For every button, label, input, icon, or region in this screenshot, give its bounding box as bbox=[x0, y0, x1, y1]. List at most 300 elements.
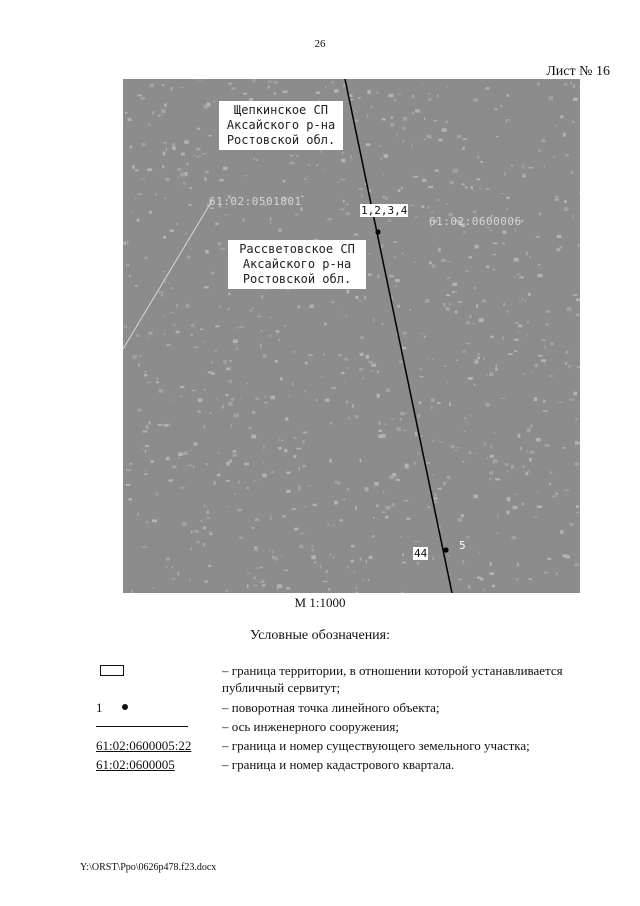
texture-speck bbox=[192, 390, 195, 391]
texture-speck bbox=[396, 133, 397, 137]
texture-speck bbox=[215, 223, 218, 225]
texture-speck bbox=[413, 176, 418, 178]
texture-speck bbox=[529, 458, 532, 462]
texture-speck bbox=[574, 563, 579, 566]
texture-speck bbox=[225, 394, 228, 396]
texture-speck bbox=[130, 146, 132, 149]
texture-speck bbox=[536, 236, 540, 237]
texture-speck bbox=[282, 515, 285, 517]
texture-speck bbox=[253, 481, 257, 482]
texture-speck bbox=[508, 353, 513, 355]
texture-speck bbox=[426, 462, 430, 463]
legend-text: – ось инженерного сооружения; bbox=[222, 719, 399, 734]
texture-speck bbox=[544, 165, 546, 168]
texture-speck bbox=[228, 83, 232, 85]
texture-speck bbox=[501, 193, 504, 194]
texture-speck bbox=[515, 228, 516, 232]
texture-speck bbox=[456, 360, 458, 361]
texture-speck bbox=[146, 521, 148, 524]
legend-symbol bbox=[96, 662, 206, 680]
texture-speck bbox=[493, 254, 496, 255]
texture-speck bbox=[392, 473, 396, 477]
texture-speck bbox=[158, 115, 160, 117]
texture-speck bbox=[402, 562, 406, 564]
texture-speck bbox=[395, 479, 400, 481]
texture-speck bbox=[576, 299, 580, 302]
texture-speck bbox=[479, 318, 484, 322]
texture-speck bbox=[526, 472, 529, 476]
texture-speck bbox=[422, 83, 423, 85]
texture-speck bbox=[228, 402, 233, 406]
texture-speck bbox=[554, 125, 556, 126]
texture-speck bbox=[165, 198, 166, 199]
texture-speck bbox=[343, 499, 345, 500]
map-panel[interactable] bbox=[123, 79, 580, 593]
texture-speck bbox=[131, 212, 133, 213]
texture-speck bbox=[268, 86, 270, 89]
texture-speck bbox=[124, 241, 126, 245]
quarter-code: 61:02:0600005 bbox=[96, 757, 175, 772]
texture-speck bbox=[359, 188, 363, 190]
texture-speck bbox=[405, 465, 409, 468]
texture-speck bbox=[470, 415, 472, 417]
texture-speck bbox=[402, 347, 406, 350]
texture-speck bbox=[208, 372, 213, 374]
texture-speck bbox=[163, 142, 167, 144]
texture-speck bbox=[190, 248, 192, 250]
texture-speck bbox=[474, 361, 478, 364]
texture-speck bbox=[231, 398, 234, 401]
texture-speck bbox=[439, 525, 440, 529]
texture-speck bbox=[507, 197, 510, 200]
texture-speck bbox=[422, 205, 425, 208]
texture-speck bbox=[555, 402, 556, 403]
texture-speck bbox=[514, 350, 517, 352]
texture-speck bbox=[153, 587, 154, 589]
texture-speck bbox=[255, 397, 258, 400]
texture-speck bbox=[449, 181, 453, 184]
texture-speck bbox=[171, 578, 175, 580]
texture-speck bbox=[432, 557, 434, 560]
texture-speck bbox=[486, 87, 490, 89]
texture-speck bbox=[564, 207, 569, 211]
texture-speck bbox=[570, 399, 572, 401]
texture-speck bbox=[463, 231, 465, 234]
texture-speck bbox=[447, 481, 448, 482]
texture-speck bbox=[178, 452, 183, 456]
texture-speck bbox=[254, 548, 258, 551]
texture-speck bbox=[213, 101, 215, 102]
texture-speck bbox=[455, 311, 458, 314]
texture-speck bbox=[573, 98, 578, 101]
texture-speck bbox=[391, 116, 393, 119]
settlement-label-rassvetovskoe bbox=[228, 240, 366, 289]
texture-speck bbox=[299, 467, 300, 470]
texture-speck bbox=[168, 283, 169, 284]
texture-speck bbox=[244, 463, 249, 466]
texture-speck bbox=[434, 494, 436, 497]
point-label-5: 5 bbox=[459, 539, 466, 552]
texture-speck bbox=[424, 336, 426, 338]
texture-speck bbox=[457, 135, 461, 138]
texture-speck bbox=[420, 368, 422, 371]
texture-speck bbox=[325, 399, 330, 402]
texture-speck bbox=[347, 488, 350, 490]
texture-speck bbox=[428, 93, 431, 94]
texture-speck bbox=[191, 324, 195, 327]
texture-speck bbox=[180, 173, 185, 177]
texture-speck bbox=[262, 474, 267, 478]
texture-speck bbox=[443, 303, 446, 306]
texture-speck bbox=[196, 148, 200, 151]
texture-speck bbox=[346, 290, 349, 294]
texture-speck bbox=[412, 112, 414, 116]
texture-speck bbox=[536, 438, 541, 442]
texture-speck bbox=[484, 357, 486, 360]
texture-speck bbox=[137, 409, 142, 412]
texture-speck bbox=[170, 312, 174, 313]
texture-speck bbox=[142, 546, 147, 548]
texture-speck bbox=[138, 364, 140, 367]
texture-speck bbox=[466, 536, 469, 538]
texture-speck bbox=[566, 351, 569, 354]
texture-speck bbox=[397, 305, 400, 308]
texture-speck bbox=[265, 395, 266, 398]
texture-speck bbox=[480, 578, 483, 581]
texture-speck bbox=[327, 524, 329, 526]
texture-speck bbox=[293, 351, 295, 354]
texture-speck bbox=[205, 171, 210, 174]
texture-speck bbox=[421, 435, 423, 436]
texture-speck bbox=[431, 398, 435, 402]
texture-speck bbox=[259, 582, 262, 583]
texture-speck bbox=[437, 95, 439, 97]
texture-speck bbox=[156, 193, 158, 196]
texture-speck bbox=[162, 165, 164, 168]
texture-speck bbox=[211, 361, 212, 364]
texture-speck bbox=[576, 512, 580, 513]
texture-speck bbox=[277, 586, 278, 590]
texture-speck bbox=[529, 469, 531, 472]
texture-speck bbox=[177, 177, 179, 178]
texture-speck bbox=[207, 102, 211, 106]
texture-speck bbox=[383, 490, 384, 493]
texture-speck bbox=[579, 86, 580, 88]
texture-speck bbox=[462, 183, 465, 185]
texture-speck bbox=[379, 430, 383, 432]
texture-speck bbox=[564, 200, 567, 203]
texture-speck bbox=[211, 272, 215, 275]
settlement-label-shchepkinskoe bbox=[219, 101, 343, 150]
texture-speck bbox=[247, 573, 250, 575]
legend-symbol bbox=[96, 737, 206, 754]
texture-speck bbox=[214, 481, 216, 485]
texture-speck bbox=[432, 474, 434, 475]
texture-speck bbox=[395, 286, 397, 288]
texture-speck bbox=[490, 562, 492, 566]
texture-speck bbox=[274, 81, 278, 84]
point-label-1234: 1,2,3,4 bbox=[361, 204, 408, 217]
texture-speck bbox=[191, 547, 193, 550]
texture-speck bbox=[489, 478, 491, 479]
texture-speck bbox=[352, 404, 354, 408]
texture-speck bbox=[370, 106, 373, 108]
texture-speck bbox=[148, 332, 152, 335]
texture-speck bbox=[244, 175, 247, 176]
texture-speck bbox=[203, 425, 205, 428]
texture-speck bbox=[243, 93, 247, 95]
texture-speck bbox=[505, 463, 509, 466]
texture-speck bbox=[474, 495, 478, 498]
texture-speck bbox=[400, 418, 401, 420]
texture-speck bbox=[231, 87, 235, 90]
texture-speck bbox=[189, 204, 192, 206]
texture-speck bbox=[414, 462, 416, 465]
texture-speck bbox=[202, 153, 207, 155]
texture-speck bbox=[385, 516, 388, 519]
texture-speck bbox=[359, 368, 363, 371]
texture-speck bbox=[204, 286, 209, 288]
texture-speck bbox=[256, 159, 258, 161]
texture-speck bbox=[573, 392, 577, 396]
texture-speck bbox=[307, 485, 311, 486]
texture-speck bbox=[467, 321, 471, 324]
texture-speck bbox=[170, 230, 174, 232]
texture-speck bbox=[495, 368, 497, 371]
texture-speck bbox=[373, 517, 375, 519]
texture-speck bbox=[564, 83, 567, 86]
texture-speck bbox=[527, 321, 529, 324]
texture-speck bbox=[316, 399, 318, 401]
texture-speck bbox=[294, 437, 297, 439]
texture-speck bbox=[218, 242, 222, 245]
texture-speck bbox=[239, 537, 242, 539]
texture-speck bbox=[136, 334, 139, 337]
texture-speck bbox=[518, 434, 521, 438]
texture-speck bbox=[335, 481, 338, 484]
texture-speck bbox=[497, 533, 499, 534]
texture-speck bbox=[327, 218, 332, 220]
texture-speck bbox=[190, 579, 191, 583]
texture-speck bbox=[340, 519, 343, 521]
texture-speck bbox=[271, 472, 274, 473]
texture-speck bbox=[454, 450, 459, 451]
texture-speck bbox=[148, 337, 149, 338]
texture-speck bbox=[480, 188, 481, 189]
texture-speck bbox=[220, 179, 224, 182]
texture-speck bbox=[185, 233, 188, 234]
texture-speck bbox=[303, 440, 305, 444]
texture-speck bbox=[415, 109, 420, 112]
texture-speck bbox=[178, 572, 179, 576]
texture-speck bbox=[263, 445, 265, 449]
label-line: Аксайского р-на bbox=[242, 257, 352, 271]
texture-speck bbox=[432, 264, 435, 268]
texture-speck bbox=[575, 441, 578, 443]
map-scale: М 1:1000 bbox=[294, 595, 346, 610]
texture-speck bbox=[280, 377, 282, 381]
texture-speck bbox=[344, 358, 348, 361]
turning-point-marker-1[interactable] bbox=[375, 229, 380, 234]
texture-speck bbox=[278, 340, 280, 342]
texture-speck bbox=[461, 514, 464, 517]
texture-speck bbox=[523, 373, 526, 374]
texture-speck bbox=[366, 143, 371, 146]
texture-speck bbox=[551, 342, 554, 345]
texture-speck bbox=[331, 82, 334, 84]
texture-speck bbox=[172, 465, 177, 468]
texture-speck bbox=[144, 374, 147, 377]
texture-speck bbox=[313, 504, 317, 507]
texture-speck bbox=[165, 178, 169, 181]
texture-speck bbox=[356, 592, 358, 593]
texture-speck bbox=[323, 581, 328, 582]
texture-speck bbox=[537, 82, 540, 85]
turning-point-marker-2[interactable] bbox=[443, 547, 448, 552]
texture-speck bbox=[176, 223, 178, 225]
texture-speck bbox=[219, 306, 222, 308]
texture-speck bbox=[568, 365, 570, 369]
texture-speck bbox=[132, 590, 133, 593]
texture-speck bbox=[541, 359, 546, 362]
texture-speck bbox=[371, 364, 376, 367]
texture-speck bbox=[283, 180, 285, 183]
texture-speck bbox=[228, 506, 230, 507]
texture-speck bbox=[187, 163, 189, 165]
texture-speck bbox=[125, 112, 128, 113]
texture-speck bbox=[320, 565, 321, 569]
texture-speck bbox=[496, 136, 498, 137]
texture-speck bbox=[221, 248, 226, 250]
texture-speck bbox=[424, 117, 425, 120]
texture-speck bbox=[270, 515, 271, 519]
texture-speck bbox=[364, 296, 366, 300]
texture-speck bbox=[145, 450, 146, 453]
texture-speck bbox=[382, 118, 386, 120]
texture-speck bbox=[260, 330, 262, 331]
texture-speck bbox=[205, 463, 208, 465]
texture-speck bbox=[427, 135, 432, 139]
texture-speck bbox=[490, 445, 492, 449]
texture-speck bbox=[308, 354, 313, 356]
texture-speck bbox=[209, 135, 212, 137]
texture-speck bbox=[133, 355, 137, 359]
texture-speck bbox=[147, 382, 152, 383]
texture-speck bbox=[386, 389, 391, 393]
texture-speck bbox=[445, 121, 448, 123]
texture-speck bbox=[166, 566, 168, 568]
texture-speck bbox=[382, 512, 385, 513]
texture-speck bbox=[560, 246, 563, 249]
texture-speck bbox=[161, 109, 166, 113]
parcel-boundary-line bbox=[123, 199, 213, 349]
texture-speck bbox=[166, 148, 167, 151]
texture-speck bbox=[151, 460, 154, 463]
texture-speck bbox=[545, 345, 546, 348]
texture-speck bbox=[200, 329, 203, 330]
texture-speck bbox=[230, 424, 232, 427]
texture-speck bbox=[298, 487, 300, 491]
texture-speck bbox=[414, 262, 416, 263]
texture-speck bbox=[399, 361, 403, 363]
texture-speck bbox=[384, 154, 388, 158]
texture-speck bbox=[172, 143, 175, 146]
texture-speck bbox=[247, 383, 248, 385]
texture-speck bbox=[184, 140, 188, 143]
texture-speck bbox=[229, 459, 231, 463]
texture-speck bbox=[369, 253, 372, 255]
texture-speck bbox=[238, 481, 240, 484]
texture-speck bbox=[181, 153, 185, 156]
texture-speck bbox=[217, 474, 221, 477]
texture-speck bbox=[209, 533, 212, 535]
texture-speck bbox=[446, 309, 450, 311]
texture-speck bbox=[579, 192, 580, 194]
texture-speck bbox=[346, 204, 348, 205]
texture-speck bbox=[444, 366, 446, 367]
texture-speck bbox=[126, 484, 131, 486]
texture-speck bbox=[362, 377, 364, 379]
texture-speck bbox=[523, 466, 525, 468]
label-line: Ростовской обл. bbox=[242, 272, 352, 286]
texture-speck bbox=[226, 480, 230, 482]
texture-speck bbox=[428, 186, 433, 188]
texture-speck bbox=[128, 118, 132, 121]
texture-speck bbox=[538, 355, 542, 357]
texture-speck bbox=[268, 81, 273, 83]
texture-speck bbox=[165, 280, 166, 283]
texture-speck bbox=[398, 189, 401, 192]
texture-speck bbox=[187, 256, 191, 259]
texture-speck bbox=[371, 370, 373, 372]
texture-speck bbox=[560, 115, 563, 118]
texture-speck bbox=[334, 89, 338, 93]
texture-speck bbox=[458, 302, 462, 304]
texture-speck bbox=[290, 162, 295, 165]
texture-speck bbox=[303, 432, 307, 434]
texture-speck bbox=[144, 371, 146, 373]
texture-speck bbox=[330, 553, 331, 555]
texture-speck bbox=[262, 295, 264, 298]
texture-speck bbox=[526, 450, 527, 452]
texture-speck bbox=[176, 331, 180, 334]
texture-speck bbox=[486, 266, 489, 269]
texture-speck bbox=[542, 139, 546, 142]
texture-speck bbox=[382, 196, 385, 199]
texture-speck bbox=[162, 84, 164, 86]
texture-speck bbox=[289, 395, 290, 397]
texture-speck bbox=[150, 84, 154, 88]
texture-speck bbox=[317, 164, 318, 166]
texture-speck bbox=[354, 119, 359, 122]
texture-speck bbox=[573, 294, 577, 296]
texture-speck bbox=[162, 271, 165, 272]
texture-speck bbox=[506, 511, 509, 515]
texture-speck bbox=[367, 90, 370, 94]
texture-speck bbox=[194, 442, 198, 445]
texture-speck bbox=[519, 301, 522, 302]
texture-speck bbox=[182, 523, 187, 526]
texture-speck bbox=[354, 234, 358, 236]
texture-speck bbox=[223, 360, 226, 364]
texture-speck bbox=[129, 275, 131, 277]
texture-speck bbox=[484, 443, 486, 446]
texture-speck bbox=[529, 451, 534, 454]
texture-speck bbox=[159, 292, 164, 294]
texture-speck bbox=[233, 450, 237, 452]
texture-speck bbox=[534, 397, 537, 401]
texture-speck bbox=[338, 354, 342, 355]
